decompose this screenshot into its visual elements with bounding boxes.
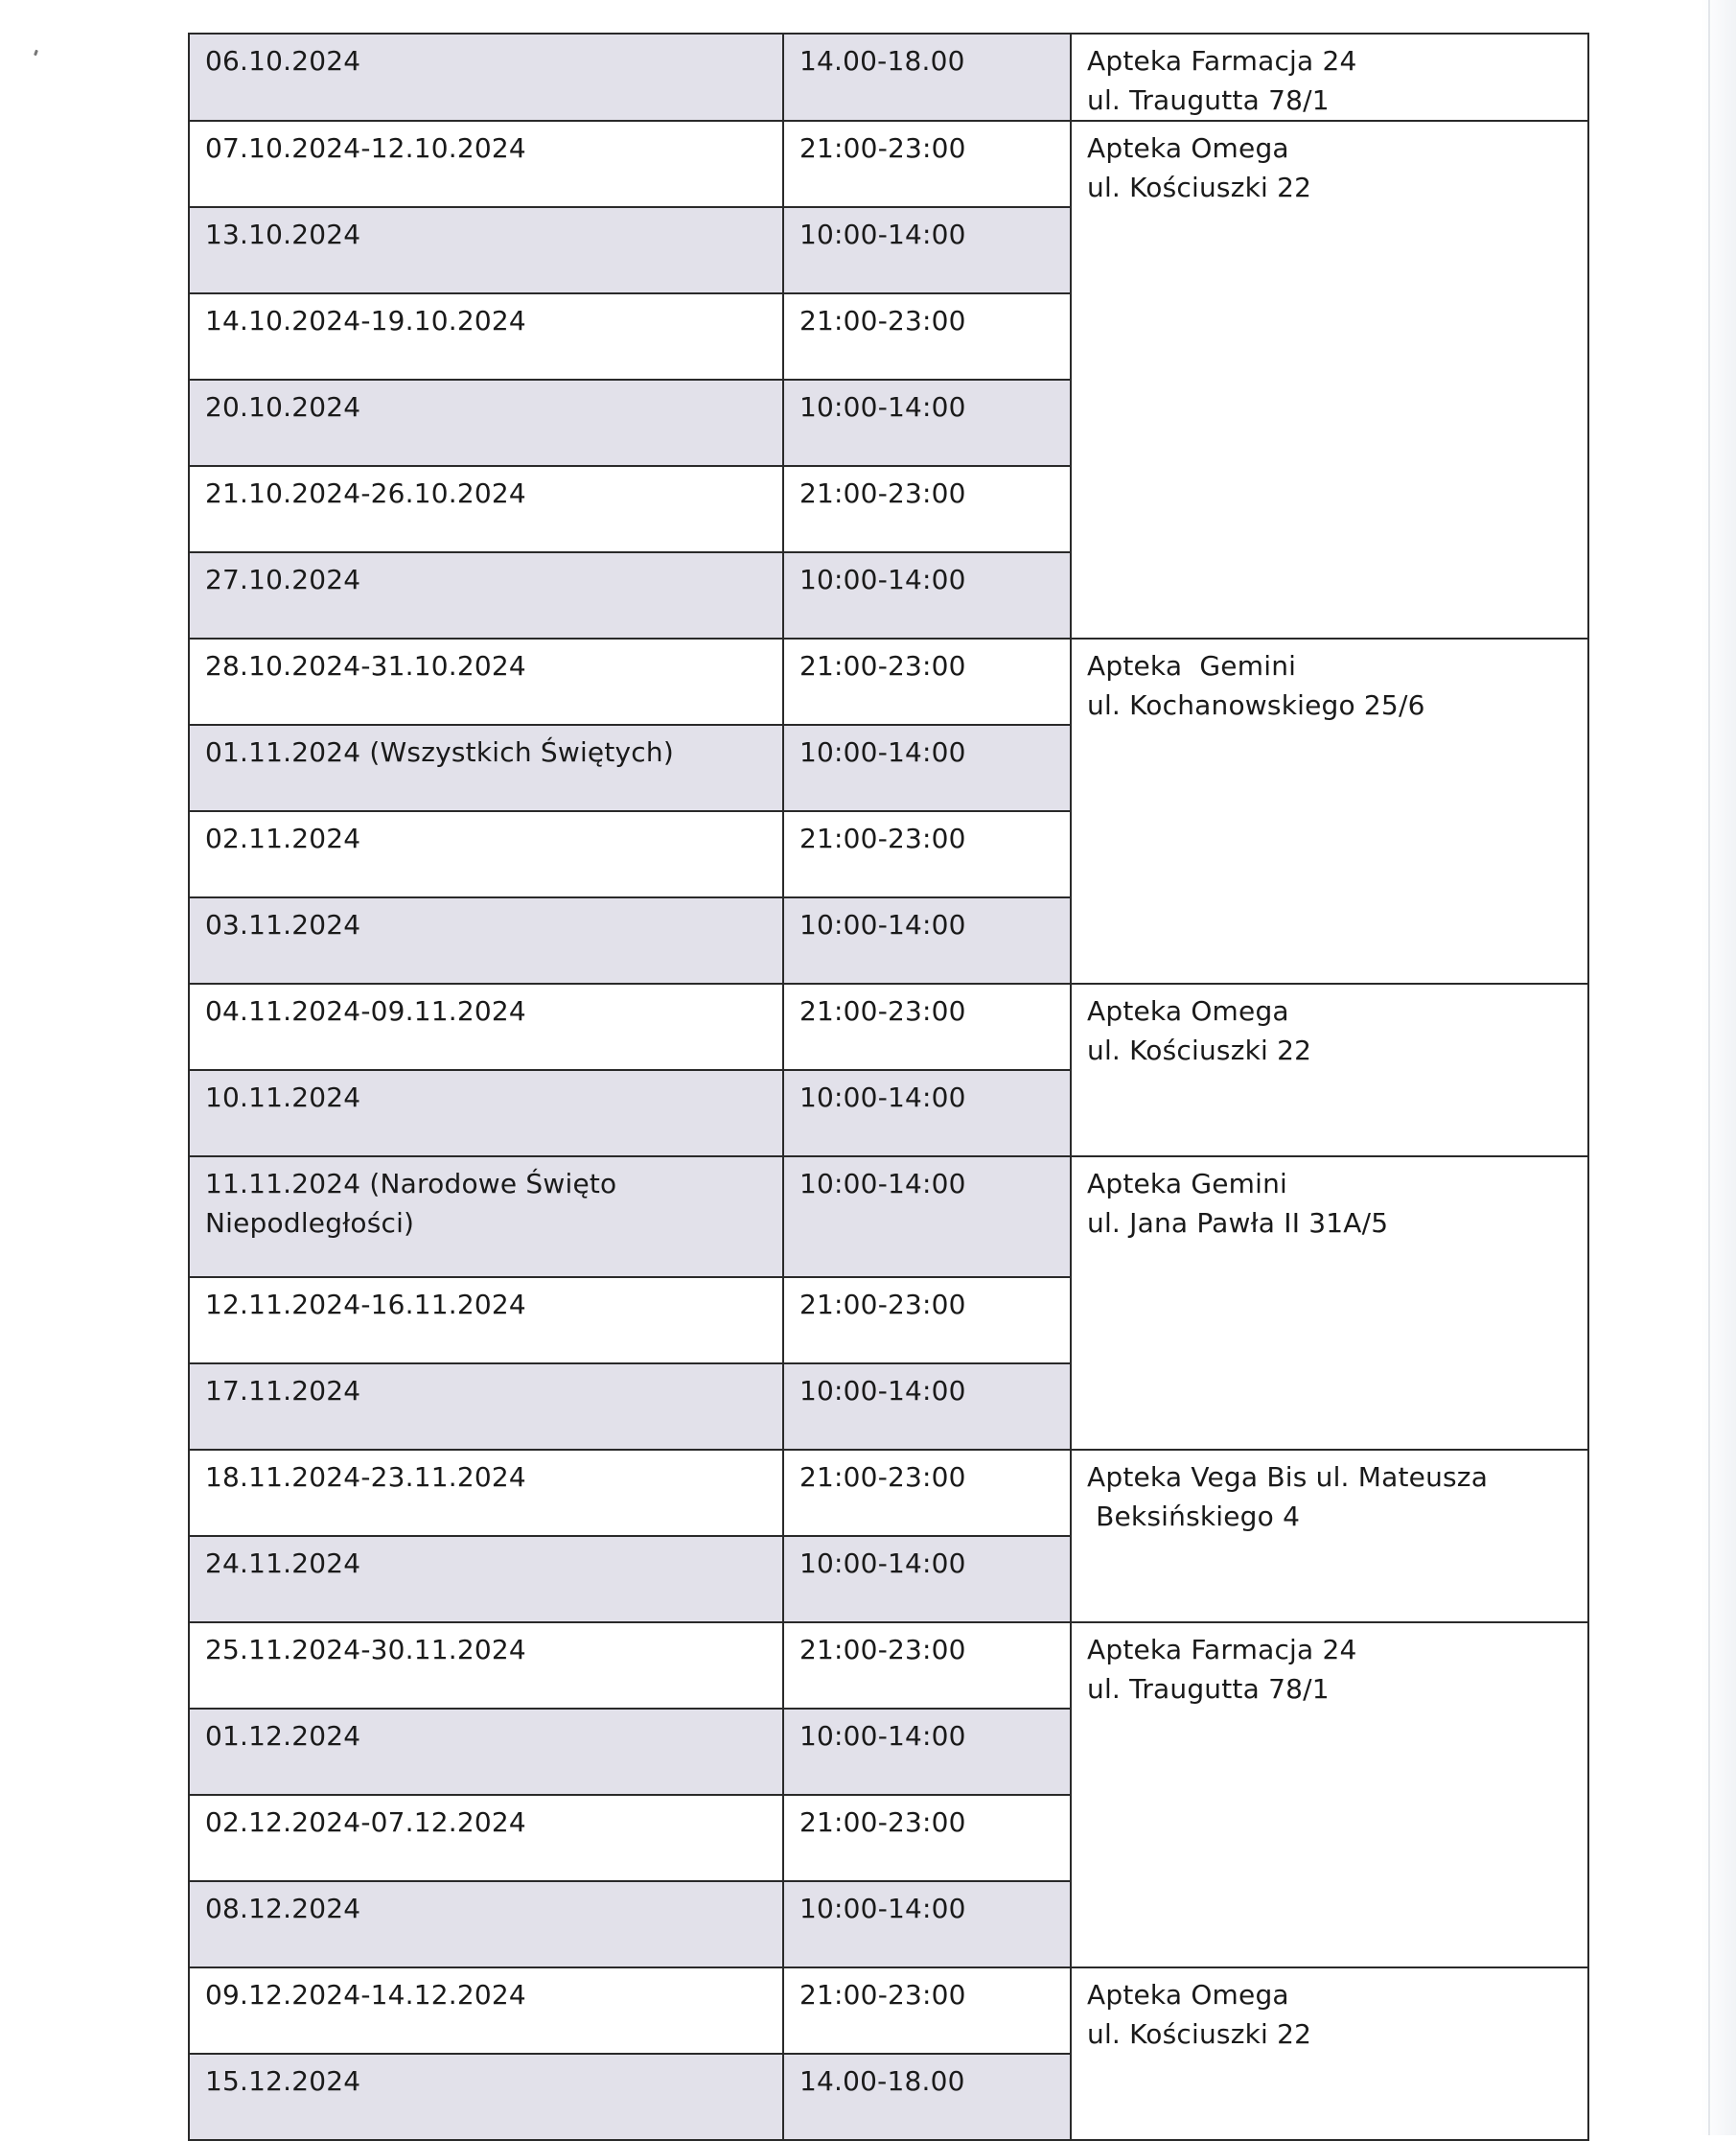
date-cell: 02.12.2024-07.12.2024 — [189, 1795, 783, 1881]
date-cell: 27.10.2024 — [189, 552, 783, 639]
hours-cell: 21:00-23:00 — [783, 1967, 1071, 2054]
table-row — [189, 1967, 1588, 2054]
hours-cell: 10:00-14:00 — [783, 1156, 1071, 1277]
hours-cell: 21:00-23:00 — [783, 121, 1071, 207]
pharmacy-address: ul. Kościuszki 22 — [1087, 2018, 1312, 2050]
pharmacy-name: Apteka Farmacja 24 — [1087, 1634, 1357, 1665]
hours-cell: 14.00-18.00 — [783, 2054, 1071, 2140]
hours-cell: 21:00-23:00 — [783, 293, 1071, 380]
date-cell: 24.11.2024 — [189, 1536, 783, 1622]
pharmacy-address: ul. Traugutta 78/1 — [1087, 84, 1330, 116]
hours-cell: 10:00-14:00 — [783, 1363, 1071, 1450]
pharmacy-name: Apteka Gemini — [1087, 1168, 1288, 1199]
scan-speck — [34, 50, 38, 57]
hours-cell: 21:00-23:00 — [783, 639, 1071, 725]
pharmacy-address: ul. Kochanowskiego 25/6 — [1087, 689, 1425, 721]
table-row — [189, 121, 1588, 207]
date-cell: 03.11.2024 — [189, 897, 783, 984]
hours-cell: 21:00-23:00 — [783, 1795, 1071, 1881]
date-line: 11.11.2024 (Narodowe Święto — [205, 1168, 617, 1199]
date-cell: 13.10.2024 — [189, 207, 783, 293]
date-line: Niepodległości) — [205, 1207, 415, 1239]
pharmacy-cell — [1071, 34, 1588, 121]
hours-cell: 21:00-23:00 — [783, 1450, 1071, 1536]
date-cell — [189, 1156, 783, 1277]
pharmacy-address: ul. Kościuszki 22 — [1087, 1035, 1312, 1066]
table-row — [189, 984, 1588, 1070]
date-cell: 14.10.2024-19.10.2024 — [189, 293, 783, 380]
date-cell: 02.11.2024 — [189, 811, 783, 897]
date-cell: 04.11.2024-09.11.2024 — [189, 984, 783, 1070]
date-cell: 18.11.2024-23.11.2024 — [189, 1450, 783, 1536]
page-edge-shadow — [1708, 0, 1710, 2135]
pharmacy-duty-schedule-table — [188, 33, 1589, 2141]
table-row — [189, 34, 1588, 121]
pharmacy-name: Apteka Omega — [1087, 1979, 1289, 2011]
pharmacy-name: Apteka Vega Bis ul. Mateusza — [1087, 1461, 1489, 1493]
table-row — [189, 1622, 1588, 1709]
pharmacy-name: Apteka Farmacja 24 — [1087, 45, 1357, 77]
date-cell: 28.10.2024-31.10.2024 — [189, 639, 783, 725]
hours-cell: 21:00-23:00 — [783, 1277, 1071, 1363]
hours-cell: 14.00-18.00 — [783, 34, 1071, 121]
pharmacy-cell — [1071, 1622, 1588, 1967]
date-cell: 21.10.2024-26.10.2024 — [189, 466, 783, 552]
pharmacy-cell — [1071, 1450, 1588, 1622]
date-cell: 08.12.2024 — [189, 1881, 783, 1967]
table-row — [189, 639, 1588, 725]
pharmacy-address: ul. Jana Pawła II 31A/5 — [1087, 1207, 1389, 1239]
date-cell: 06.10.2024 — [189, 34, 783, 121]
date-cell: 07.10.2024-12.10.2024 — [189, 121, 783, 207]
date-cell: 15.12.2024 — [189, 2054, 783, 2140]
pharmacy-name: Apteka Omega — [1087, 995, 1289, 1027]
pharmacy-cell — [1071, 121, 1588, 639]
date-cell: 01.11.2024 (Wszystkich Świętych) — [189, 725, 783, 811]
hours-cell: 10:00-14:00 — [783, 380, 1071, 466]
hours-cell: 21:00-23:00 — [783, 984, 1071, 1070]
date-cell: 01.12.2024 — [189, 1709, 783, 1795]
hours-cell: 10:00-14:00 — [783, 1070, 1071, 1156]
pharmacy-cell — [1071, 984, 1588, 1156]
date-cell: 25.11.2024-30.11.2024 — [189, 1622, 783, 1709]
pharmacy-name: Apteka Gemini — [1087, 650, 1297, 682]
hours-cell: 10:00-14:00 — [783, 1709, 1071, 1795]
pharmacy-cell — [1071, 1967, 1588, 2140]
pharmacy-address: ul. Kościuszki 22 — [1087, 172, 1312, 203]
date-cell: 10.11.2024 — [189, 1070, 783, 1156]
date-cell: 17.11.2024 — [189, 1363, 783, 1450]
hours-cell: 21:00-23:00 — [783, 1622, 1071, 1709]
hours-cell: 10:00-14:00 — [783, 897, 1071, 984]
pharmacy-address: ul. Traugutta 78/1 — [1087, 1673, 1330, 1705]
hours-cell: 21:00-23:00 — [783, 466, 1071, 552]
date-cell: 12.11.2024-16.11.2024 — [189, 1277, 783, 1363]
hours-cell: 10:00-14:00 — [783, 552, 1071, 639]
table-row — [189, 1450, 1588, 1536]
hours-cell: 10:00-14:00 — [783, 725, 1071, 811]
pharmacy-cell — [1071, 1156, 1588, 1450]
hours-cell: 21:00-23:00 — [783, 811, 1071, 897]
hours-cell: 10:00-14:00 — [783, 1536, 1071, 1622]
hours-cell: 10:00-14:00 — [783, 207, 1071, 293]
hours-cell: 10:00-14:00 — [783, 1881, 1071, 1967]
date-cell: 20.10.2024 — [189, 380, 783, 466]
date-cell: 09.12.2024-14.12.2024 — [189, 1967, 783, 2054]
pharmacy-address: Beksińskiego 4 — [1087, 1501, 1301, 1532]
pharmacy-cell — [1071, 639, 1588, 984]
table-row — [189, 1156, 1588, 1277]
pharmacy-name: Apteka Omega — [1087, 132, 1289, 164]
